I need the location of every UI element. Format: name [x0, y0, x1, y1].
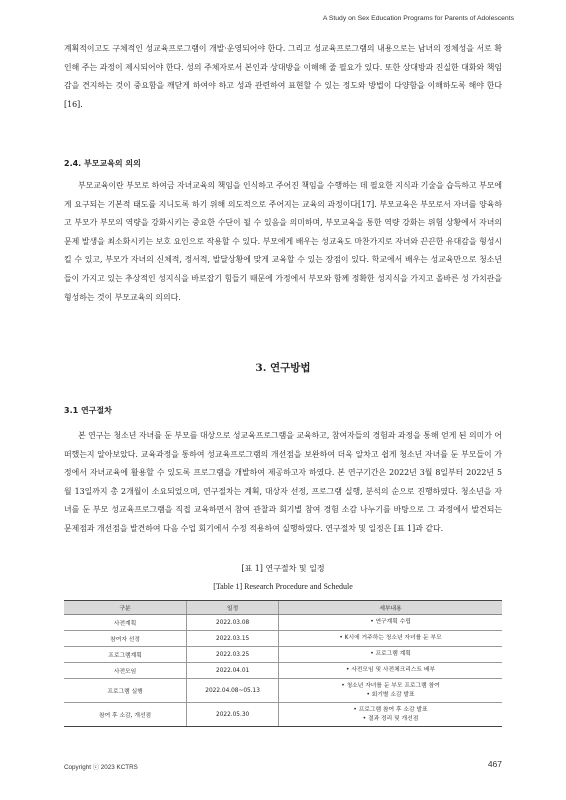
- section-2-4-heading: 2.4. 부모교육의 의의: [64, 159, 141, 168]
- table-header-date: 일정: [187, 601, 279, 615]
- table-cell-date: 2022.03.08: [187, 615, 279, 631]
- running-header: A Study on Sex Education Programs for Parents of Adolescents: [322, 15, 514, 22]
- table-cell-details: [279, 615, 502, 631]
- detail-item: • 청소년 자녀를 둔 부모 프로그램 참여: [281, 682, 500, 691]
- section-3-1-heading: 3.1 연구절차: [64, 406, 112, 415]
- intro-paragraph: 계획적이고도 구체적인 성교육프로그램이 개발·운영되어야 한다. 그리고 성교육프로그램의 내용으로는 남녀의 정체성을 서로 확인해 주는 과정이 제시되어야 한다. 성의 주체자로서 본인과 상대방을 이해해 줄 필요가 있다. 또한 상대방과 진실한 대화와 책임감을 견지하는 것이 중요함을 깨닫게 하여야 하고 성과 관련하여 표현할 수 있는 정도와 방법이 다양함을 이해하도록 해야 한다[16].: [64, 44, 502, 109]
- table-cell-details: [279, 679, 502, 703]
- table-row: [64, 615, 502, 631]
- section-3-1-paragraph: 본 연구는 청소년 자녀를 둔 부모를 대상으로 성교육프로그램을 교육하고, 참여자들의 경험과 과정을 통해 얻게 된 의미가 어떠했는지 알아보았다. 교육과정을 통하여 성교육프로그램의 개선점을 보완하여 더욱 알차고 쉽게 청소년 자녀를 둔 부모들이 가정에서 자녀교육에 활용할 수 있도록 프로그램을 개발하여 제공하고자 하였다. 본 연구기간은 2022년 3월 8일부터 2022년 5월 13일까지 총 2개월이 소요되었으며, 연구절차는 계획, 대상자 선정, 프로그램 실행, 분석의 순으로 진행하였다. 청소년을 자녀를 둔 부모 성교육프로그램을 직접 교육하면서 참여 관찰과 회기별 참여 경험 소감 나누기를 바탕으로 그 과정에서 발견되는 문제점과 개선점을 발견하여 다음 수업 회기에서 수정 적용하여 실행하였다. 연구절차 및 일정은 [표 1]과 같다.: [64, 431, 502, 533]
- table-cell-category: 프로그램 실행: [64, 679, 187, 703]
- detail-item: • 연구계획 수립: [281, 618, 500, 627]
- table-cell-details: [279, 631, 502, 647]
- table-cell-category: 참여 후 소감, 개선점: [64, 703, 187, 727]
- schedule-table: [64, 600, 502, 727]
- detail-item: • 회기별 소감 발표: [281, 691, 500, 700]
- table-row: [64, 647, 502, 663]
- table-cell-date: 2022.05.30: [187, 703, 279, 727]
- section-2-4-paragraph: 부모교육이란 부모로 하여금 자녀교육의 책임을 인식하고 주어진 책임을 수행하는 데 필요한 지식과 기술을 습득하고 부모에게 요구되는 기본적 태도를 지니도록 하기 위해 의도적으로 주어지는 교육의 과정이다[17]. 부모교육은 부모로서 자녀를 양육하고 부모가 부모의 역량을 강화시키는 중요한 수단이 될 수 있음을 의미하며, 부모교육을 통한 역량 강화는 위험 상황에서 자녀의 문제 발생을 최소화시키는 보호 요인으로 작용할 수 있다. 부모에게 배우는 성교육도 마찬가지로 자녀와 끈끈한 유대감을 형성시킬 수 있고, 부모가 자녀의 신체적, 정서적, 발달상황에 맞게 교육할 수 있는 장점이 있다. 학교에서 배우는 성교육만으로 청소년들이 가지고 있는 추상적인 성지식을 바로잡기 힘들기 때문에 가정에서 부모와 함께 정확한 성지식을 가지고 올바른 성 가치관을 형성하는 것이 부모교육의 의의다.: [64, 181, 502, 302]
- table-cell-date: 2022.04.08~05.13: [187, 679, 279, 703]
- table-cell-category: 참여자 선정: [64, 631, 187, 647]
- table-header-category: 구분: [64, 601, 187, 615]
- table-cell-details: [279, 647, 502, 663]
- table-caption-english: [Table 1] Research Procedure and Schedule: [213, 582, 353, 591]
- table-cell-details: [279, 703, 502, 727]
- table-row: [64, 631, 502, 647]
- page-number: 467: [487, 759, 502, 769]
- table-row: [64, 703, 502, 727]
- detail-item: • 프로그램 계획: [281, 650, 500, 659]
- table-cell-date: 2022.03.15: [187, 631, 279, 647]
- table-header-details: 세부내용: [279, 601, 502, 615]
- table-cell-category: 사전계획: [64, 615, 187, 631]
- table-caption-korean: [표 1] 연구절차 및 일정: [241, 564, 325, 573]
- table-cell-date: 2022.03.25: [187, 647, 279, 663]
- table-cell-category: 사전모임: [64, 663, 187, 679]
- detail-item: • 사전모임 및 사전체크리스트 배부: [281, 666, 500, 675]
- table-cell-category: 프로그램계획: [64, 647, 187, 663]
- footer-copyright: Copyright ⓒ 2023 KCTRS: [64, 764, 138, 771]
- detail-item: • 프로그램 참여 후 소감 발표: [281, 706, 500, 715]
- table-cell-details: [279, 663, 502, 679]
- chapter-3-title: 3. 연구방법: [255, 362, 311, 374]
- table-header-row: [64, 601, 502, 615]
- table-row: [64, 679, 502, 703]
- detail-item: • K시에 거주하는 청소년 자녀를 둔 부모: [281, 634, 500, 643]
- table-cell-date: 2022.04.01: [187, 663, 279, 679]
- table-row: [64, 663, 502, 679]
- detail-item: • 결과 정리 및 개선점: [281, 715, 500, 724]
